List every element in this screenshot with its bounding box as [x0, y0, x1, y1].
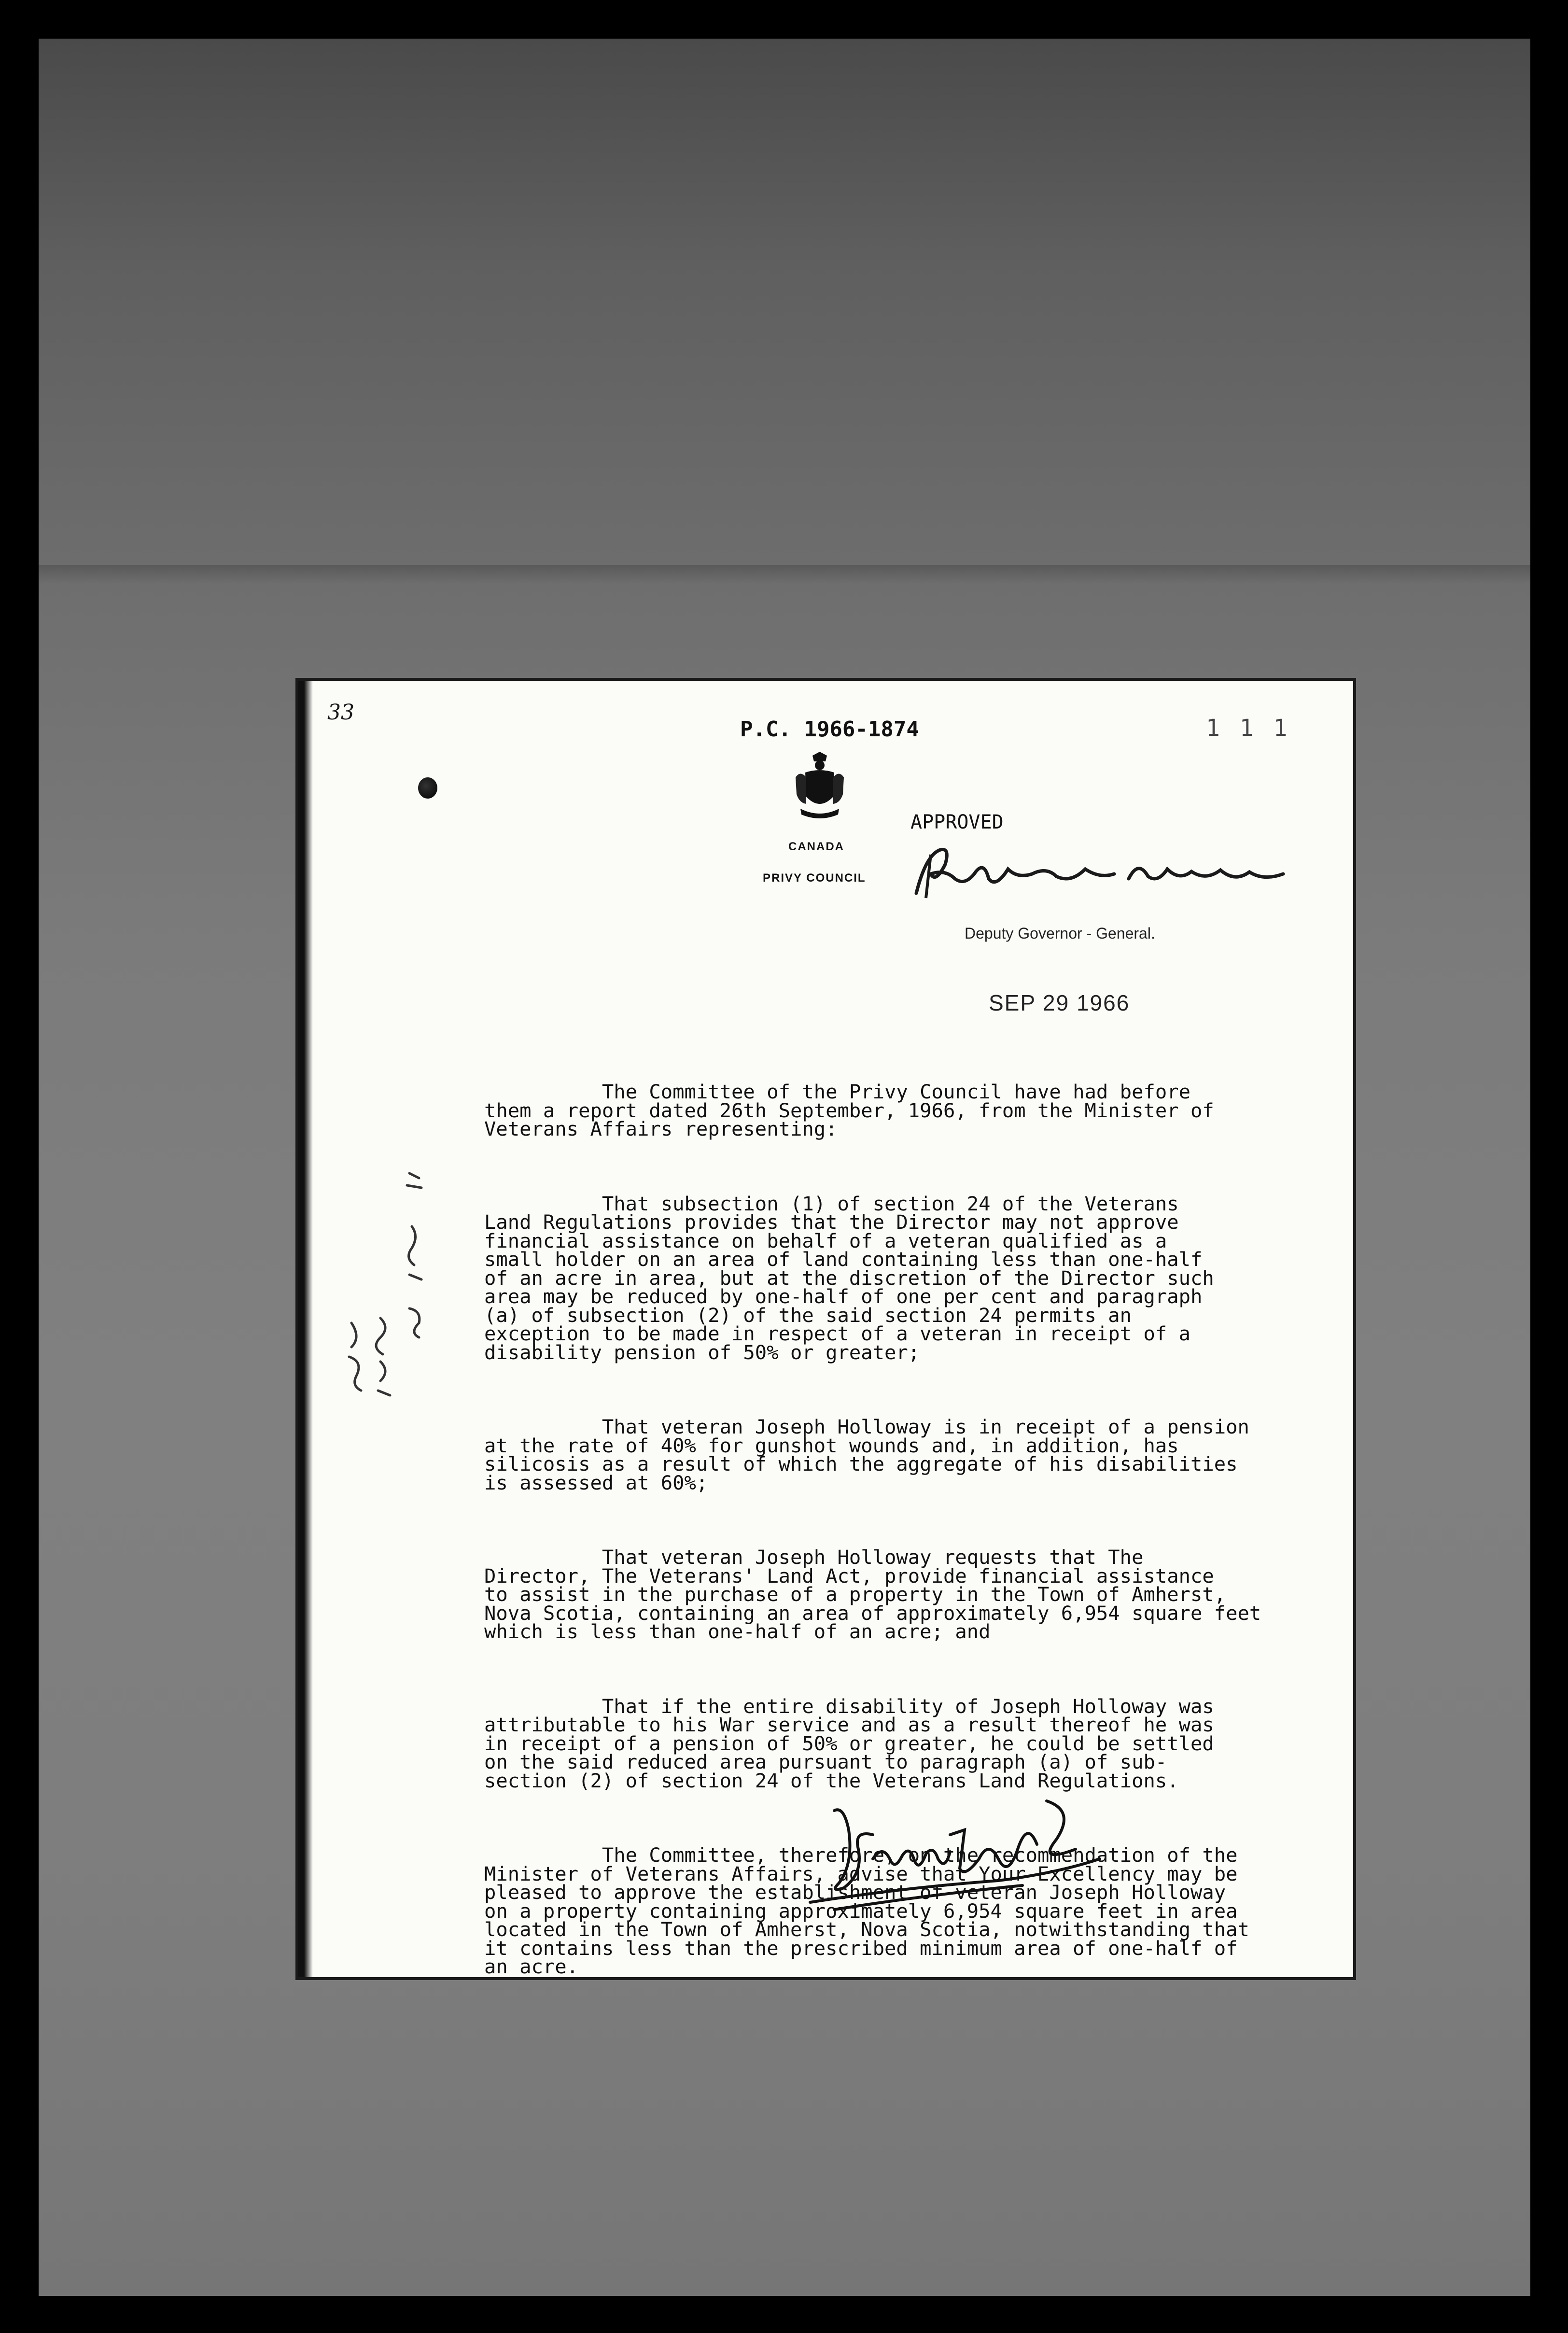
handwritten-margin-note [322, 1164, 438, 1415]
paragraph-preamble: The Committee of the Privy Council have had before them a report dated 26th September, 1966, from the Minister of Veterans Affairs representing: [484, 1080, 1214, 1140]
crest-label-canada: CANADA [788, 840, 844, 853]
paragraph-request: That veteran Joseph Holloway requests that The Director, The Veterans' Land Act, provide financial assistance to assist in the purchase of a property in the Town of Amherst, Nova Scotia, containing an area of approximately 6,954 square feet which is less than one-half of an acre; and [484, 1546, 1261, 1643]
document-sheet [298, 681, 1353, 1977]
signer-title: Deputy Governor - General. [965, 925, 1155, 942]
approved-label: APPROVED [910, 811, 1004, 833]
clerk-signature [805, 1791, 1105, 1912]
paragraph-entitlement: That if the entire disability of Joseph Holloway was attributable to his War service and as a result thereof he was in receipt of a pension of 50% or greater, he could be settled on the said reduced area pursuant to paragraph (a) of sub- section (2) of section 24 of the Veterans Land Regulations. [484, 1694, 1214, 1792]
paragraph-pension: That veteran Joseph Holloway is in receipt of a pension at the rate of 40% for gunshot wounds and, in addition, has silicosis as a result of which the aggregate of his disabilities is assessed at 60%; [484, 1415, 1249, 1494]
governor-general-signature [911, 840, 1298, 908]
order-number: P.C. 1966-1874 [740, 717, 919, 742]
coat-of-arms-icon [791, 751, 849, 823]
punch-hole [418, 777, 437, 799]
paragraph-subsection: That subsection (1) of section 24 of the Veterans Land Regulations provides that the Director may not approve financial assistance on behalf of a veteran qualified as a small holder on an area of land containing less than one-half of an acre in area, but at the discretion of the Director such area may be reduced by one-half of one per cent and paragraph (a) of subsection (2) of the said section 24 permits an exception to be made in respect of a veteran in receipt of a disability pension of 50% or greater; [484, 1192, 1214, 1364]
date-stamp: SEP 29 1966 [989, 990, 1130, 1015]
corner-mark: 1 1 1 [1206, 715, 1290, 742]
page-number: 33 [327, 700, 354, 725]
crest-label-privy-council: PRIVY COUNCIL [763, 871, 866, 885]
paragraph-recommendation: The Committee, therefore, on the recommendation of the Minister of Veterans Affairs, advise that Your Excellency may be pleased to approve the establishment of veteran Joseph Holloway on a property containing approximately 6,954 square feet in area located in the Town of Amherst, Nova Scotia, notwithstanding that it contains less than the prescribed minimum area of one-half of an acre. [484, 1843, 1249, 1978]
